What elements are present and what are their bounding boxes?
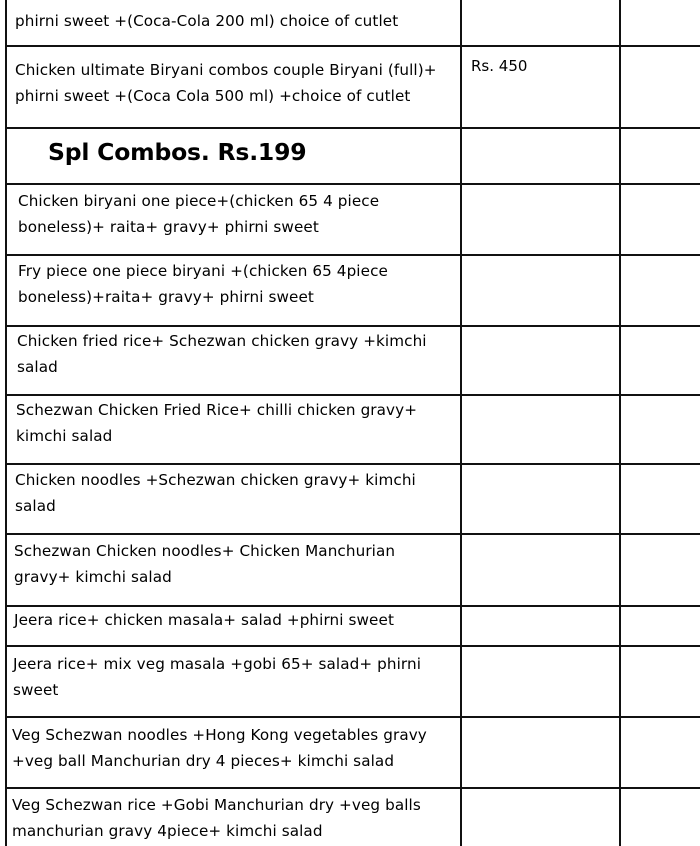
menu-item-text: Veg Schezwan noodles +Hong Kong vegetables gravy +veg ball Manchurian dry 4 pieces+ kimchi salad	[12, 726, 427, 770]
menu-item-text: Chicken biryani one piece+(chicken 65 4 piece boneless)+ raita+ gravy+ phirni sweet	[18, 192, 380, 236]
row-divider	[5, 394, 700, 396]
row-divider	[5, 45, 700, 47]
row-divider	[5, 787, 700, 789]
section-heading: Spl Combos. Rs.199	[48, 138, 307, 166]
row-divider	[5, 463, 700, 465]
menu-item-text: Chicken fried rice+ Schezwan chicken gravy +kimchi salad	[17, 332, 427, 376]
menu-item-text: Schezwan Chicken noodles+ Chicken Manchurian gravy+ kimchi salad	[14, 542, 396, 586]
row-divider	[5, 325, 700, 327]
menu-item-text: Chicken noodles +Schezwan chicken gravy+ kimchi salad	[15, 471, 416, 515]
menu-item-text: Jeera rice+ chicken masala+ salad +phirni sweet	[14, 611, 395, 629]
row-divider	[5, 254, 700, 256]
menu-item-text: Jeera rice+ mix veg masala +gobi 65+ salad+ phirni sweet	[13, 655, 422, 699]
menu-item-text: Veg Schezwan rice +Gobi Manchurian dry +veg balls manchurian gravy 4piece+ kimchi salad	[12, 796, 421, 840]
menu-item-text: Schezwan Chicken Fried Rice+ chilli chicken gravy+ kimchi salad	[16, 401, 418, 445]
row-divider	[5, 645, 700, 647]
row-divider	[5, 183, 700, 185]
row-divider	[5, 533, 700, 535]
menu-item-price: Rs. 450	[471, 57, 528, 75]
menu-item-text: Fry piece one piece biryani +(chicken 65 4piece boneless)+raita+ gravy+ phirni sweet	[18, 262, 388, 306]
menu-item-text: phirni sweet +(Coca-Cola 200 ml) choice of cutlet	[15, 12, 399, 30]
row-divider	[5, 716, 700, 718]
row-divider	[5, 127, 700, 129]
menu-item-text: Chicken ultimate Biryani combos couple Biryani (full)+ phirni sweet +(Coca Cola 500 ml) +choice of cutlet	[15, 61, 437, 105]
